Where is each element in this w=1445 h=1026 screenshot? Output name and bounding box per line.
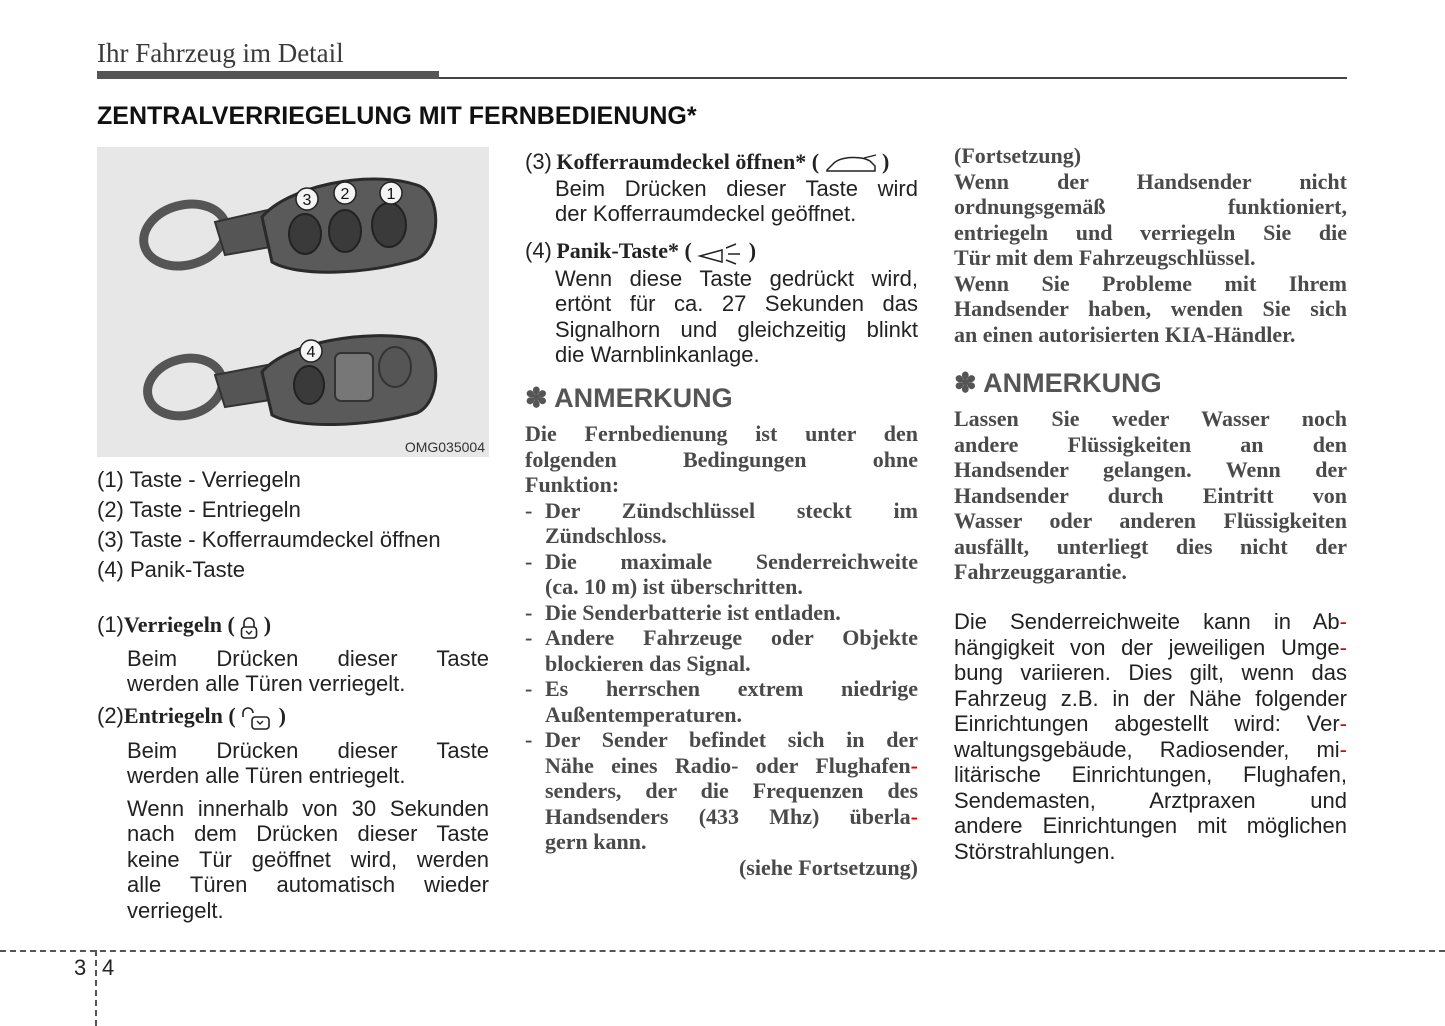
note-heading: ✽ ANMERKUNG (954, 368, 1162, 398)
callout-4: 4 (306, 344, 316, 361)
page-number: 4 (102, 955, 115, 980)
lock-section: (1)Verriegeln ( ) Beim Drücken dieser Taste werden alle Türen verriegelt. (97, 612, 489, 697)
header-rule (439, 77, 1347, 79)
callout-1: 1 (386, 186, 396, 203)
list-item: - Die Senderbatterie ist entladen. (525, 599, 841, 625)
list-item: - Der Zündschlüssel steckt im Zündschloss. (525, 497, 918, 548)
trunk-open-icon (824, 154, 878, 176)
list-item: - Andere Fahrzeuge oder Objekte blockieren das Signal. (525, 625, 918, 676)
list-item: - Der Sender befindet sich in der Nähe eines Radio- oder Flughafen - senders, der die Frequenzen des Handsenders (433 Mhz) überla - gern kann. (525, 727, 918, 854)
chapter-number: 3 (74, 955, 87, 980)
note-body: Die Fernbedienung ist unter den folgenden Bedingungen ohne Funktion: - Der Zündschlüssel steckt im Zündschloss. - Die maximale Senderreichweite (ca. 10 m) ist überschritten. - Die Senderbatterie ist entladen. - Andere Fahrzeuge oder Objekte blockieren das Signal. - Es herrschen extrem niedrige Außentemperaturen. - Der Sender befindet sich in der Nähe eines Radio- oder Flughafen - senders, der die Frequenzen des Handsenders (433 Mhz) überla - gern kann. (siehe Fortsetzung) (525, 421, 918, 880)
callout-2: 2 (340, 186, 350, 203)
range-paragraph: Die Senderreichweite kann in Ab - hängigkeit von der jeweiligen Umge - bung variieren. Dies gilt, wenn das Fahrzeug z.B. in der Nähe folgender Einrichtungen abgestellt wird: Ver - waltungsgebäude, Radiosender, mi - litärische Einrichtungen, Flughafen, Sendemasten, Arztpraxen und andere Einrichtungen mit möglichen Störstrahlungen. (954, 609, 1347, 864)
key-fob-drawing (97, 147, 489, 457)
continuation-label: (Fortsetzung) (954, 143, 1082, 168)
continuation-block: (Fortsetzung) Wenn der Handsender nicht ordnungsgemäß funktioniert, entriegeln und verriegeln Sie die Tür mit dem Fahrzeugschlüssel. Wenn Sie Probleme mit Ihrem Handsender haben, wenden Sie sich an einen autorisierten KIA-Händler. (954, 143, 1347, 347)
note-heading: ✽ ANMERKUNG (525, 383, 733, 413)
list-item: - Die maximale Senderreichweite (ca. 10 m) ist überschritten. (525, 548, 918, 599)
trunk-section: (3) Kofferraumdeckel öffnen* ( ) Beim Drücken dieser Taste wird der Kofferraumdeckel geöffnet. (525, 149, 918, 227)
lock-icon (239, 616, 259, 640)
caption-list (97, 465, 441, 585)
caption-item: (3) Taste - Kofferraumdeckel öffnen (97, 527, 441, 552)
caption-item: (1) Taste - Verriegeln (97, 467, 301, 492)
footer-rule (0, 950, 1445, 952)
caption-item: (4) Panik-Taste (97, 557, 245, 582)
unlock-section: (2)Entriegeln ( ) Beim Drücken dieser Taste werden alle Türen entriegelt. Wenn innerhalb von 30 Sekunden nach dem Drücken dieser Taste keine Tür geöffnet wird, werden alle Türen automatisch wieder verriegelt. (97, 703, 489, 923)
footer-divider (95, 950, 97, 1026)
key-fob-illustration (97, 147, 489, 457)
panic-section: (4) Panik-Taste* ( ) Wenn diese Taste gedrückt wird, ertönt für ca. 27 Sekunden das Signalhorn und gleichzeitig blinkt die Warnblinkanlage. (525, 238, 918, 368)
figure-code: OMG035004 (404, 439, 485, 455)
horn-icon (696, 242, 744, 266)
note-body-water: Lassen Sie weder Wasser noch andere Flüssigkeiten an den Handsender gelangen. Wenn der Handsender durch Eintritt von Wasser oder anderen Flüssigkeiten ausfällt, unterliegt dies nicht der Fahrzeuggarantie. (954, 406, 1347, 584)
continued-label: (siehe Fortsetzung) (738, 854, 918, 880)
running-header: Ihr Fahrzeug im Detail (97, 38, 344, 68)
unlock-icon (240, 706, 274, 732)
header-accent-bar (97, 71, 439, 79)
callout-3: 3 (302, 192, 312, 209)
caption-item: (2) Taste - Entriegeln (97, 497, 301, 522)
list-item: - Es herrschen extrem niedrige Außentemperaturen. (525, 676, 918, 727)
section-title: ZENTRALVERRIEGELUNG MIT FERNBEDIENUNG* (97, 102, 697, 130)
